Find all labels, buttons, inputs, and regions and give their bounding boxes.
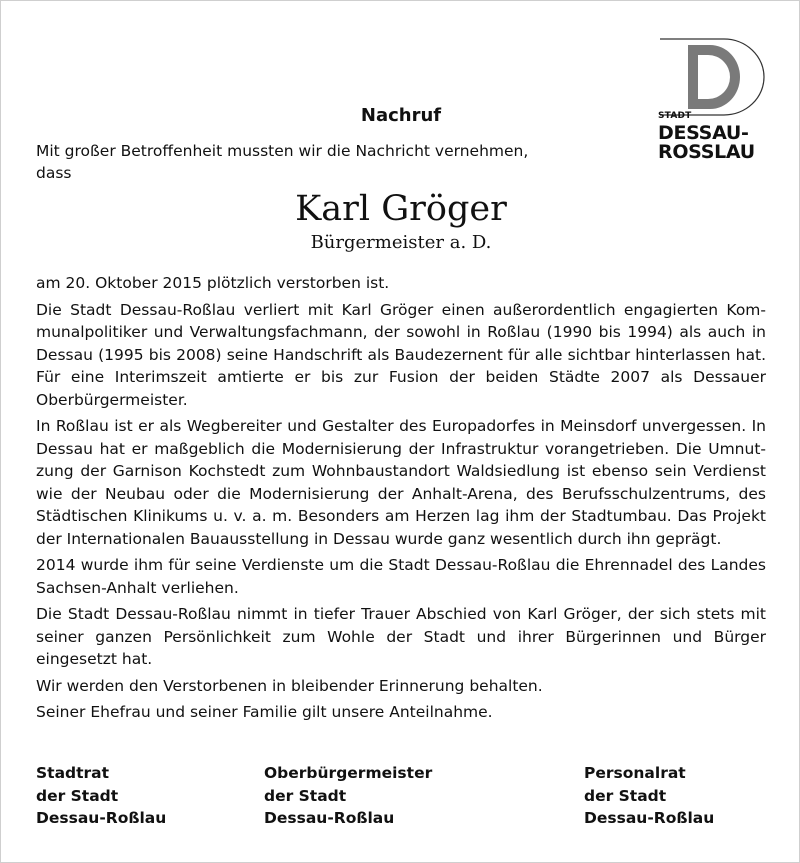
signature-line: der Stadt bbox=[264, 786, 347, 805]
obituary-body bbox=[36, 272, 766, 728]
logo-line-2: ROSSLAU bbox=[658, 141, 755, 163]
signature-line: Dessau-Roßlau bbox=[584, 809, 715, 827]
logo-line-1: DESSAU- bbox=[658, 122, 749, 144]
signature-line: Stadtrat bbox=[36, 764, 110, 782]
signature-line: Personalrat bbox=[584, 764, 686, 782]
paragraph: In Roßlau ist er als Wegbereiter und Gestalter des Europadorfes in Meinsdorf unvergessen. In Dessau hat er maßgeblich die Modernisierung der Infrastruktur vorangetrieben. Die Umnutzung der Garnison Kochstedt zum Wohnbaustandort Waldsiedlung ist ebenso sein Verdienst wie der Neubau oder die Modernisierung der Anhalt-Arena, des Berufsschulzentrums, des Städtischen Klinikums u. v. a. m. Besonders am Herzen lag ihm der Stadtumbau. Das Projekt der Internationalen Bauausstellung in Dessau wurde ganz wesentlich durch ihn geprägt. bbox=[36, 417, 766, 548]
paragraph: 2014 wurde ihm für seine Verdienste um die Stadt Dessau-Roßlau die Ehrennadel des Landes Sachsen-Anhalt verliehen. bbox=[36, 556, 766, 597]
signature-oberbuergermeister bbox=[264, 762, 432, 830]
deceased-title: Bürgermeister a. D. bbox=[310, 232, 492, 253]
signature-personalrat bbox=[584, 762, 714, 830]
city-logo bbox=[658, 37, 768, 167]
paragraph: Wir werden den Verstorbenen in bleibender Erinnerung behalten. bbox=[36, 676, 543, 695]
paragraph: Seiner Ehefrau und seiner Familie gilt unsere Anteilnahme. bbox=[36, 703, 493, 721]
signature-line: der Stadt bbox=[584, 786, 667, 805]
signature-line: Dessau-Roßlau bbox=[36, 809, 167, 827]
deceased-name: Karl Gröger bbox=[295, 189, 507, 229]
signature-line: Oberbürgermeister bbox=[264, 764, 433, 782]
paragraph: am 20. Oktober 2015 plötzlich verstorben ist. bbox=[36, 274, 390, 292]
signature-stadtrat bbox=[36, 762, 166, 830]
paragraph: Die Stadt Dessau-Roßlau nimmt in tiefer Trauer Abschied von Karl Gröger, der sich stets mit seiner ganzen Persönlichkeit zum Wohle der Stadt und ihrer Bürgerinnen und Bürger eingesetzt hat. bbox=[36, 605, 766, 668]
paragraph: Die Stadt Dessau-Roßlau verliert mit Karl Gröger einen außerordentlich engagierten Kommunalpolitiker und Verwaltungsfachmann, der sowohl in Roßlau (1990 bis 1994) als auch in Dessau (1995 bis 2008) seine Handschrift als Baudezernent für alle sichtbar hinterlassen hat. Für eine Interimszeit amtierte er bis zur Fusion der beiden Städte 2007 als Dessauer Oberbürgermeister. bbox=[36, 300, 766, 409]
page-heading: Nachruf bbox=[360, 105, 442, 126]
logo-small-text: STADT bbox=[658, 111, 692, 121]
signature-line: Dessau-Roßlau bbox=[264, 809, 395, 827]
signature-line: der Stadt bbox=[36, 786, 119, 805]
intro-text: Mit großer Betroffenheit mussten wir die Nachricht vernehmen, dass bbox=[36, 142, 529, 182]
